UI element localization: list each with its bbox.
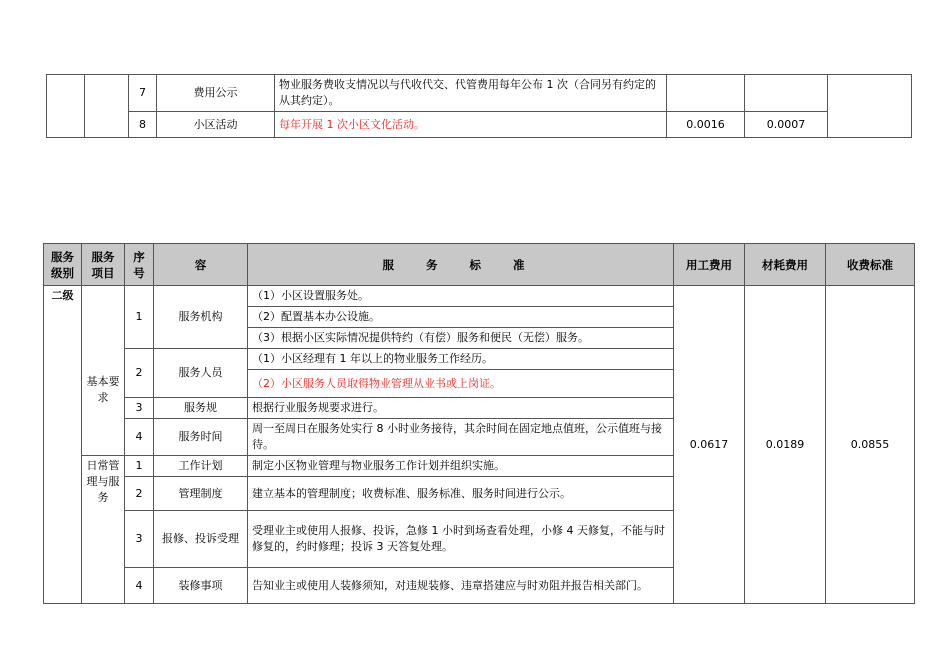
service-standard: 物业服务费收支情况以与代收代交、代管费用每年公布 1 次（合同另有约定的从其约定）。: [275, 75, 667, 112]
service-item: 费用公示: [157, 75, 275, 112]
table-row: [44, 286, 915, 307]
service-item: 装修事项: [154, 568, 248, 604]
table-header-row: [44, 244, 915, 286]
service-standard: （1）小区经理有 1 年以上的物业服务工作经历。: [248, 349, 674, 370]
service-item: 服务机构: [154, 286, 248, 349]
table-row: [47, 75, 912, 112]
header-labor-cost: 用工费用: [674, 244, 745, 286]
service-item: 工作计划: [154, 456, 248, 477]
row-number: 1: [125, 286, 154, 349]
group-basic-requirements: 基本要求: [82, 286, 125, 456]
service-standard: （2）配置基本办公设施。: [248, 307, 674, 328]
row-number: 4: [125, 568, 154, 604]
row-number: 4: [125, 419, 154, 456]
labor-cost: [667, 75, 745, 112]
header-service-level: 服务级别: [44, 244, 82, 286]
service-standard: （2）小区服务人员取得物业管理从业书或上岗证。: [248, 370, 674, 398]
empty-cell: [85, 75, 129, 138]
service-standard: 受理业主或使用人报修、投诉，急修 1 小时到场查看处理，小修 4 天修复，不能与时修复的，约时修理；投诉 3 天答复处理。: [248, 511, 674, 568]
empty-cell: [828, 75, 912, 138]
service-item: 服务人员: [154, 349, 248, 398]
service-item: 服务时间: [154, 419, 248, 456]
service-standard: （3）根据小区实际情况提供特约（有偿）服务和便民（无偿）服务。: [248, 328, 674, 349]
header-material-cost: 材耗费用: [745, 244, 826, 286]
service-item: 服务规: [154, 398, 248, 419]
service-standard: 告知业主或使用人装修须知，对违规装修、违章搭建应与时劝阻并报告相关部门。: [248, 568, 674, 604]
fee-table-main: [43, 243, 915, 604]
header-content: 容: [154, 244, 248, 286]
row-number: 1: [125, 456, 154, 477]
header-fee-standard: 收费标准: [826, 244, 915, 286]
row-number: 2: [125, 477, 154, 511]
labor-cost: 0.0617: [674, 286, 745, 604]
material-cost: 0.0189: [745, 286, 826, 604]
fee-standard: 0.0855: [826, 286, 915, 604]
fee-table-top: [46, 74, 912, 138]
service-standard: 建立基本的管理制度；收费标准、服务标准、服务时间进行公示。: [248, 477, 674, 511]
service-item: 报修、投诉受理: [154, 511, 248, 568]
empty-cell: [47, 75, 85, 138]
group-daily-management: 日常管理与服务: [82, 456, 125, 604]
header-seq: 序号: [125, 244, 154, 286]
header-service-standard: 服 务 标 准: [248, 244, 674, 286]
table-row: [47, 112, 912, 138]
row-number: 3: [125, 398, 154, 419]
row-number: 8: [129, 112, 157, 138]
service-standard: （1）小区设置服务处。: [248, 286, 674, 307]
material-cost: [745, 75, 828, 112]
row-number: 3: [125, 511, 154, 568]
labor-cost: 0.0016: [667, 112, 745, 138]
material-cost: 0.0007: [745, 112, 828, 138]
service-standard: 周一至周日在服务处实行 8 小时业务接待，其余时间在固定地点值班，公示值班与接待。: [248, 419, 674, 456]
service-standard: 每年开展 1 次小区文化活动。: [275, 112, 667, 138]
row-number: 7: [129, 75, 157, 112]
row-number: 2: [125, 349, 154, 398]
service-standard: 根据行业服务规要求进行。: [248, 398, 674, 419]
service-standard: 制定小区物业管理与物业服务工作计划并组织实施。: [248, 456, 674, 477]
service-item: 管理制度: [154, 477, 248, 511]
header-service-project: 服务项目: [82, 244, 125, 286]
service-item: 小区活动: [157, 112, 275, 138]
service-level-cell: 二级: [44, 286, 82, 604]
